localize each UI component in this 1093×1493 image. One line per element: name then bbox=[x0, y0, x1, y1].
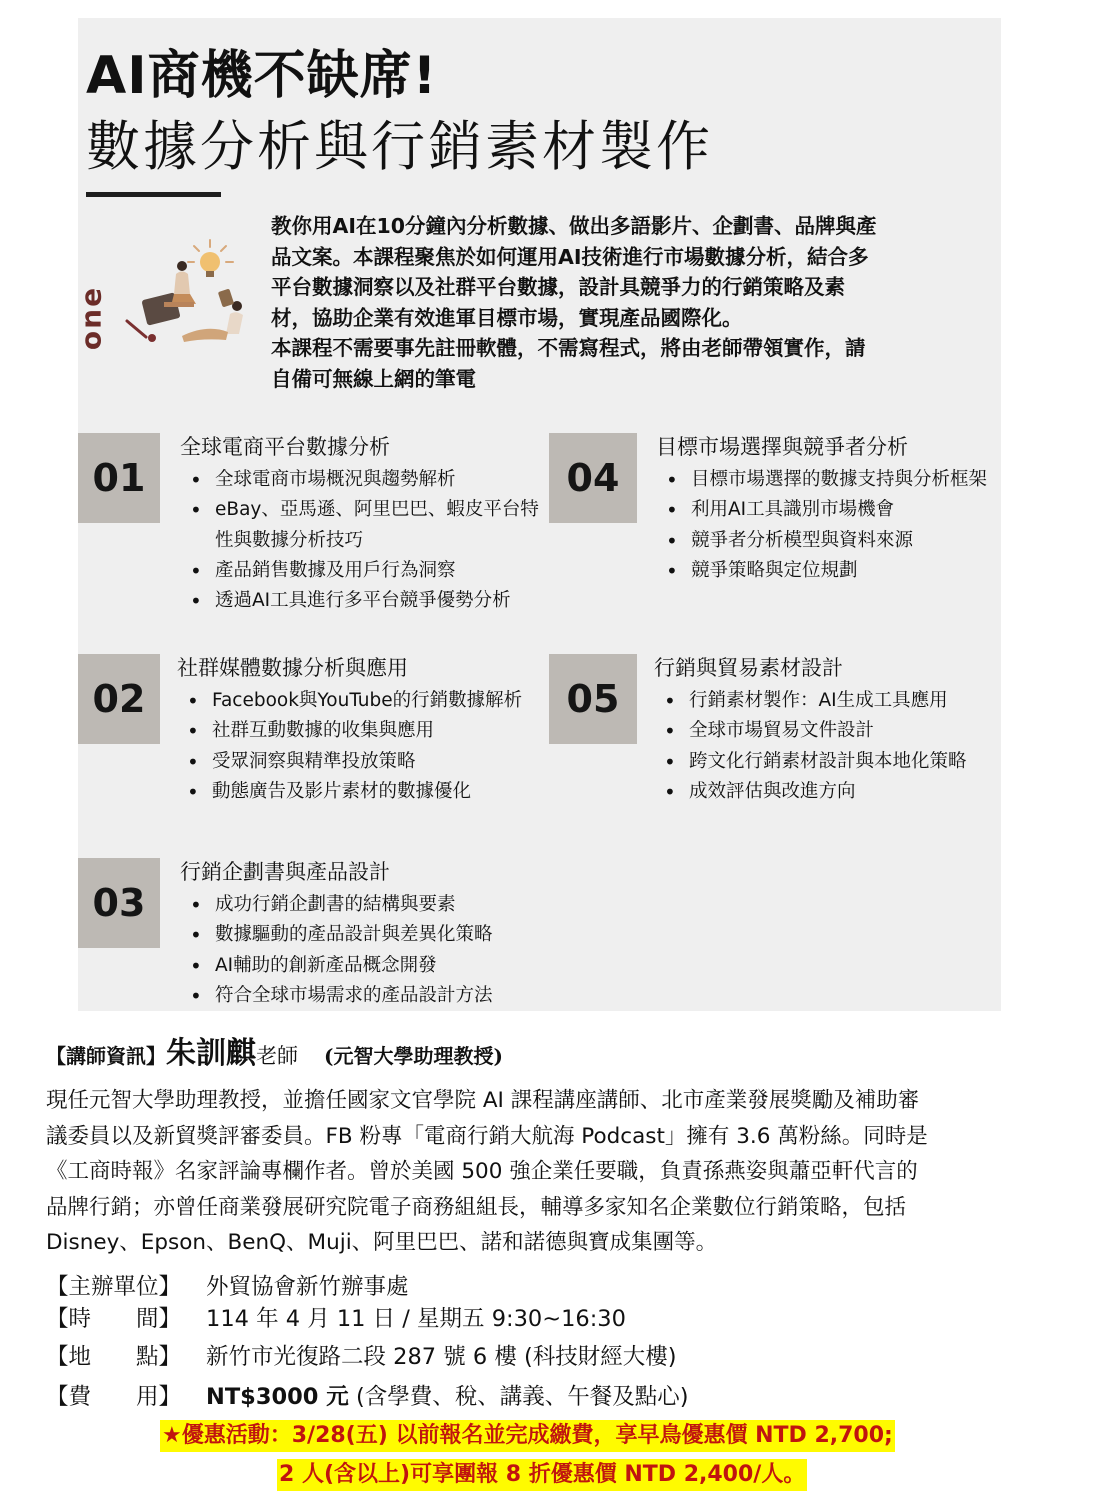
intro-line: 材，協助企業有效進軍目標市場，實現產品國際化。 bbox=[271, 305, 743, 330]
time-value: 114 年 4 月 11 日 / 星期五 9:30~16:30 bbox=[206, 1306, 626, 1332]
instructor-label: 【講師資訊】 bbox=[46, 1044, 166, 1068]
intro-line: 平台數據洞察以及社群平台數據，設計具競爭力的行銷策略及素 bbox=[271, 275, 845, 299]
list-item: • 數據驅動的產品設計與差異化策略 bbox=[180, 920, 600, 950]
list-item: • Facebook與YouTube的行銷數據解析 bbox=[177, 686, 542, 716]
instructor-heading bbox=[46, 1034, 503, 1078]
promo-line-2: 2 人(含以上)可享團報 8 折優惠價 NTD 2,400/人。 bbox=[277, 1459, 807, 1491]
list-item: • 全球市場貿易文件設計 bbox=[654, 716, 999, 746]
section-title-01: 全球電商平台數據分析 bbox=[180, 435, 390, 459]
instructor-bio bbox=[46, 1083, 1061, 1261]
fee-note: (含學費、稅、講義、午餐及點心) bbox=[348, 1384, 689, 1410]
intro-line: 自備可無線上網的筆電 bbox=[271, 366, 476, 391]
intro-line: 本課程不需要事先註冊軟體，不需寫程式，將由老師帶領實作，請 bbox=[271, 336, 866, 360]
list-item: • 全球電商市場概況與趨勢解析 bbox=[180, 465, 540, 495]
place-label: 【地 點】 bbox=[46, 1344, 182, 1370]
list-item: • 透過AI工具進行多平台競爭優勢分析 bbox=[180, 586, 540, 616]
list-item: • 社群互動數據的收集與應用 bbox=[177, 716, 542, 746]
fee-row bbox=[46, 1380, 689, 1414]
organizer-value: 外貿協會新竹辦事處 bbox=[206, 1274, 409, 1300]
list-item: • 競爭者分析模型與資料來源 bbox=[656, 526, 996, 556]
section-list-01 bbox=[180, 465, 540, 616]
course-intro bbox=[271, 211, 1003, 394]
section-list-05 bbox=[654, 686, 999, 807]
page-title-line2: 數據分析與行銷素材製作 bbox=[86, 115, 713, 178]
section-title-04: 目標市場選擇與競爭者分析 bbox=[656, 435, 908, 459]
place-value: 新竹市光復路二段 287 號 6 樓 (科技財經大樓) bbox=[206, 1344, 677, 1370]
section-title-05: 行銷與貿易素材設計 bbox=[654, 656, 843, 680]
bio-line: 現任元智大學助理教授，並擔任國家文官學院 AI 課程講座講師、北市產業發展獎勵及補助審 bbox=[46, 1088, 920, 1113]
list-item: • AI輔助的創新產品概念開發 bbox=[180, 951, 600, 981]
lightbulb-icon bbox=[188, 240, 233, 277]
section-list-04 bbox=[656, 465, 996, 586]
intro-line: 教你用AI在10分鐘內分析數據、做出多語影片、企劃書、品牌與產 bbox=[271, 214, 877, 238]
bio-line: 《工商時報》名家評論專欄作者。曾於美國 500 強企業任要職，負責孫燕姿與蕭亞軒代言的 bbox=[46, 1159, 918, 1184]
fee-label: 【費 用】 bbox=[46, 1384, 182, 1410]
list-item: • 利用AI工具識別市場機會 bbox=[656, 495, 996, 525]
list-item: • 跨文化行銷素材設計與本地化策略 bbox=[654, 747, 999, 777]
page-title-line1: AI商機不缺席! bbox=[86, 46, 438, 106]
section-list-02 bbox=[177, 686, 542, 807]
instructor-affiliation: (元智大學助理教授) bbox=[324, 1044, 503, 1068]
time-row bbox=[46, 1302, 626, 1336]
list-item: • 目標市場選擇的數據支持與分析框架 bbox=[656, 465, 996, 495]
list-item: • 產品銷售數據及用戶行為洞察 bbox=[180, 556, 540, 586]
organizer-label: 【主辦單位】 bbox=[46, 1274, 182, 1300]
place-row bbox=[46, 1340, 677, 1374]
section-title-03: 行銷企劃書與產品設計 bbox=[180, 860, 390, 884]
list-item: • eBay、亞馬遜、阿里巴巴、蝦皮平台特性與數據分析技巧 bbox=[180, 495, 540, 556]
instructor-name: 朱訓麒 bbox=[166, 1036, 256, 1071]
list-item: • 符合全球市場需求的產品設計方法 bbox=[180, 981, 600, 1011]
section-number-02: 02 bbox=[78, 654, 160, 744]
bio-line: Disney、Epson、BenQ、Muji、阿里巴巴、諾和諾德與寶成集團等。 bbox=[46, 1230, 718, 1255]
instructor-title: 老師 bbox=[256, 1044, 298, 1068]
list-item: • 成效評估與改進方向 bbox=[654, 777, 999, 807]
bio-line: 品牌行銷；亦曾任商業發展研究院電子商務組組長，輔導多家知名企業數位行銷策略，包括 bbox=[46, 1194, 907, 1220]
section-number-04: 04 bbox=[549, 433, 637, 523]
list-item: • 動態廣告及影片素材的數據優化 bbox=[177, 777, 542, 807]
title-divider bbox=[86, 192, 221, 197]
section-number-03: 03 bbox=[78, 858, 160, 948]
promo-line-1: ★優惠活動：3/28(五) 以前報名並完成繳費，享早鳥優惠價 NTD 2,700; bbox=[160, 1420, 895, 1452]
list-item: • 成功行銷企劃書的結構與要素 bbox=[180, 890, 600, 920]
section-number-01: 01 bbox=[78, 433, 160, 523]
intro-line: 品文案。本課程聚焦於如何運用AI技術進行市場數據分析，結合多 bbox=[271, 244, 869, 269]
bio-line: 議委員以及新貿獎評審委員。FB 粉專「電商行銷大航海 Podcast」擁有 3.6 萬粉絲。同時是 bbox=[46, 1123, 928, 1149]
section-list-03 bbox=[180, 890, 600, 1011]
list-item: • 受眾洞察與精準投放策略 bbox=[177, 747, 542, 777]
section-number-05: 05 bbox=[549, 654, 637, 744]
list-item: • 行銷素材製作：AI生成工具應用 bbox=[654, 686, 999, 716]
time-label: 【時 間】 bbox=[46, 1306, 182, 1332]
fee-amount: NT$3000 元 bbox=[206, 1384, 349, 1410]
section-title-02: 社群媒體數據分析與應用 bbox=[177, 656, 408, 680]
people-lightbulb-illustration bbox=[122, 236, 252, 348]
side-label: one bbox=[74, 285, 108, 351]
organizer-row bbox=[46, 1270, 409, 1304]
list-item: • 競爭策略與定位規劃 bbox=[656, 556, 996, 586]
